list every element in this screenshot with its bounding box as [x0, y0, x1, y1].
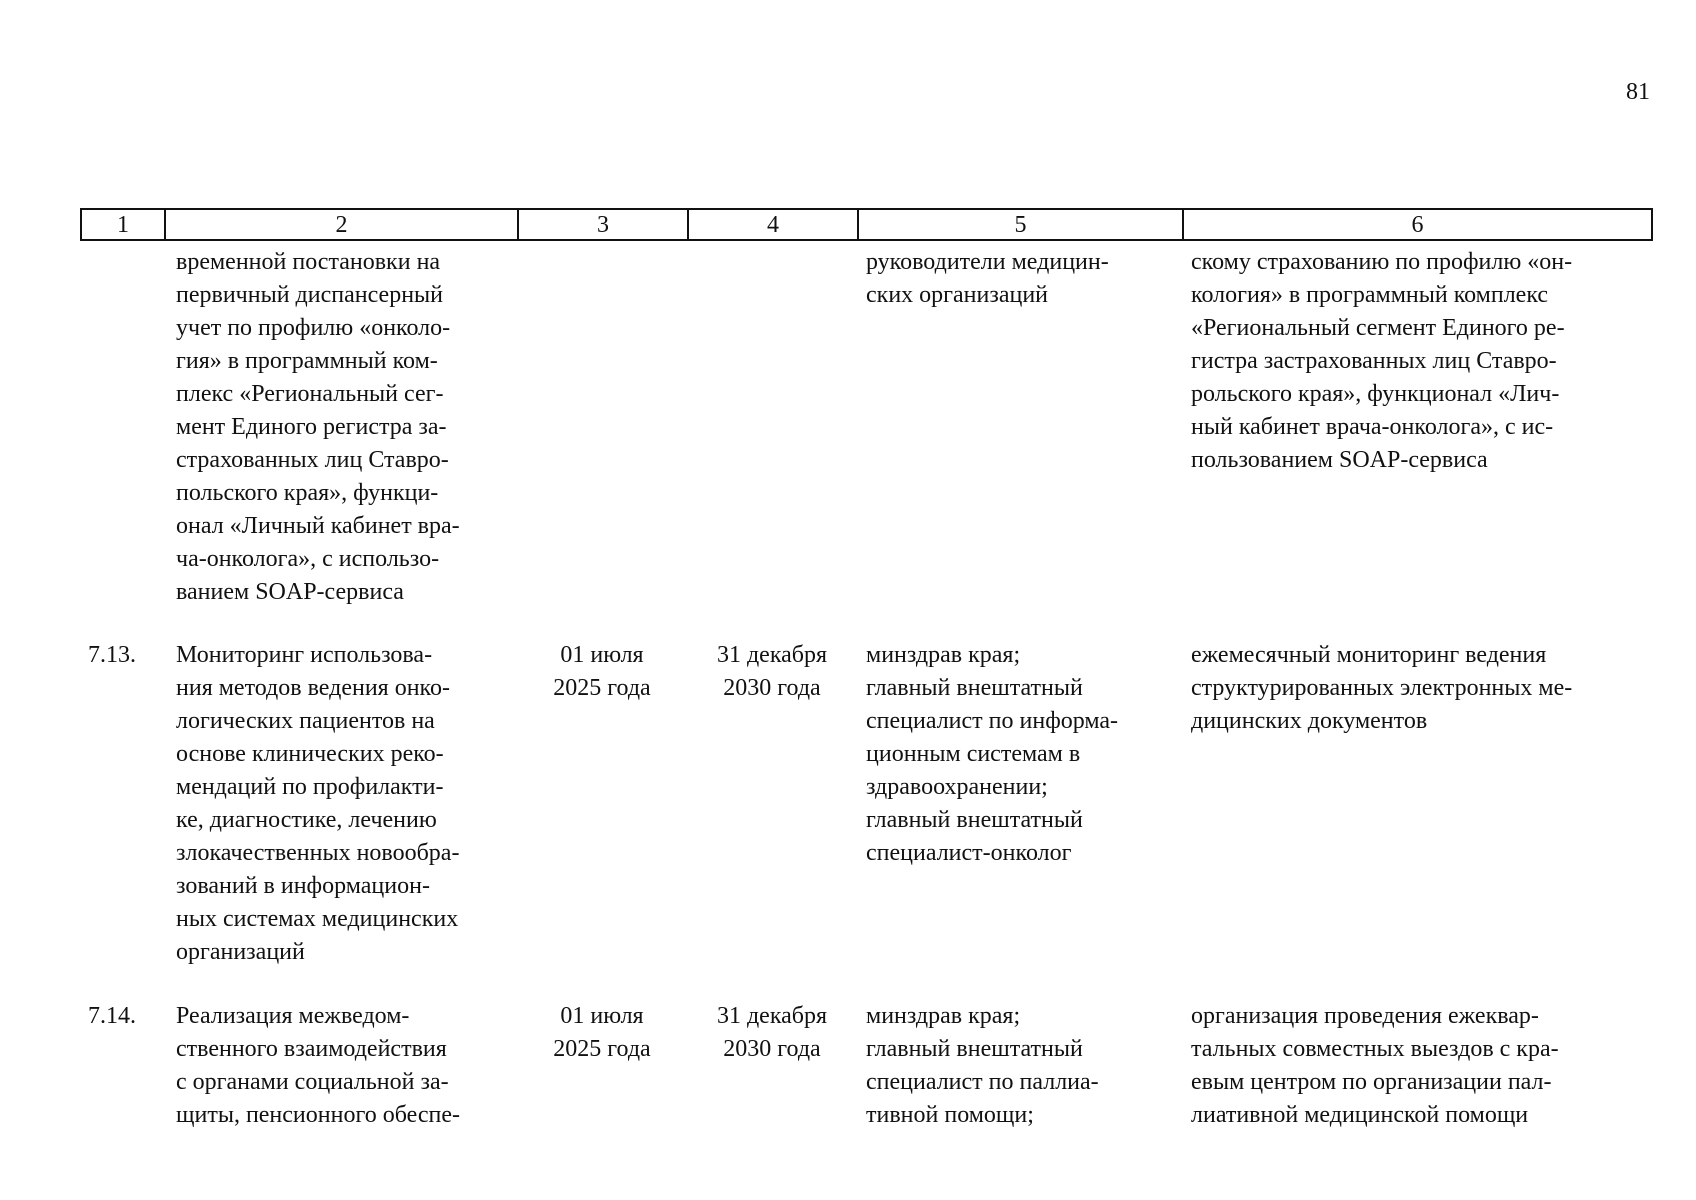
continued-result: скому страхованию по профилю «он- кология» в программный комплекс «Региональный сегмент Единого ре- гистра застрахованных лиц Ставро- pольского края», функционал «Лич- ный кабинет врача-онколога», с ис- пользованием SOAP-сервиса	[1191, 249, 1573, 473]
column-header-3: 3	[519, 210, 689, 239]
row-result: ежемесячный мониторинг ведения структурированных электронных ме- дицинских документов	[1191, 642, 1573, 734]
row-start-date: 01 июля 2025 года	[553, 642, 651, 701]
row-number: 7.14.	[88, 1003, 136, 1029]
row-end-date: 31 декабря 2030 года	[716, 1003, 828, 1062]
column-header-4: 4	[689, 210, 859, 239]
row-end-date: 31 декабря 2030 года	[716, 642, 828, 701]
column-header-5: 5	[859, 210, 1184, 239]
page-number: 81	[1626, 79, 1650, 105]
row-responsible: минздрав края; главный внештатный специалист по паллиа- тивной помощи;	[866, 1003, 1099, 1128]
column-header-2: 2	[166, 210, 519, 239]
row-description: Реализация межведом- ственного взаимодействия с органами социальной за- щиты, пенсионного обеспе-	[176, 1003, 460, 1128]
row-number: 7.13.	[88, 642, 136, 668]
row-description: Мониторинг использова- ния методов ведения онко- логических пациентов на основе клинических реко- мендаций по профилакти- ке, диагностике, лечению злокачественных новообра- зований в информацион- ных системах медицинских организаций	[176, 642, 460, 965]
column-header-1: 1	[82, 210, 166, 239]
row-start-date: 01 июля 2025 года	[553, 1003, 651, 1062]
row-responsible: минздрав края; главный внештатный специалист по информа- ционным системам в здравоохранении; главный внештатный специалист-онколог	[866, 642, 1119, 866]
continued-description: временной постановки на первичный диспансерный учет по профилю «онколо- гия» в программный ком- плекс «Региональный сег- мент Единого регистра за- страхованных лиц Ставро- польского края», функци- онал «Личный кабинет вра- ча-онколога», с использо- ванием SOAP-сервиса	[176, 249, 460, 605]
table-header-row	[80, 208, 1653, 241]
row-result: организация проведения ежеквар- тальных совместных выездов с кра- евым центром по организации пал- лиативной медицинской помощи	[1191, 1003, 1559, 1128]
column-header-6: 6	[1411, 212, 1424, 238]
continued-responsible: руководители медицин- ских организаций	[866, 249, 1109, 308]
